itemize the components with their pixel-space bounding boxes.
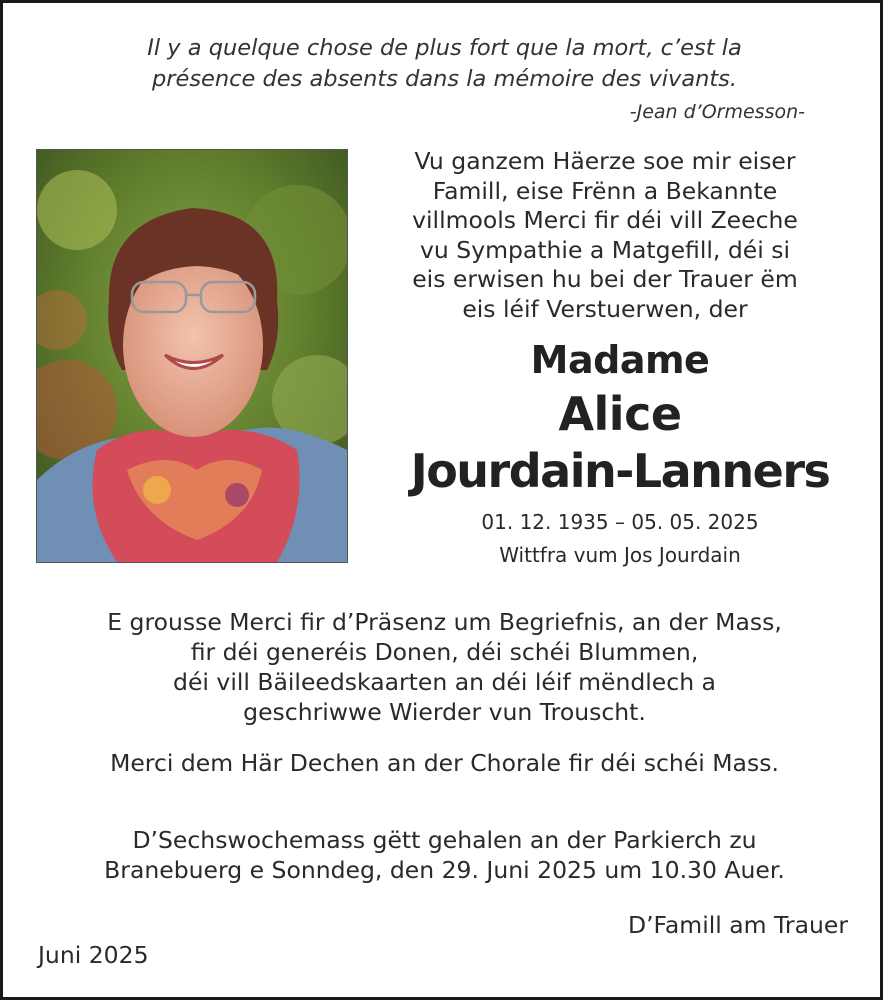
paragraph-line: E grousse Merci fir d’Präsenz um Begriefnis, an der Mass, xyxy=(107,608,782,636)
quote-author: -Jean d’Ormesson- xyxy=(629,101,805,123)
deceased-first-name: Alice xyxy=(558,387,682,441)
thanks-line: eis léif Verstuerwen, der xyxy=(462,294,748,323)
thanks-line: villmools Merci fir déi vill Zeeche xyxy=(412,206,798,234)
paragraph-line: déi vill Bäileedskaarten an déi léif mëndlech a xyxy=(173,668,716,696)
deceased-last-name: Jourdain-Lanners xyxy=(410,444,830,498)
thanks-line: Famill, eise Frënn a Bekannte xyxy=(432,176,778,205)
portrait-image xyxy=(37,150,347,562)
quote-line: présence des absents dans la mémoire des vivants. xyxy=(151,66,738,92)
thanks-line: vu Sympathie a Matgefill, déi si xyxy=(420,235,790,264)
thanks-line: eis erwisen hu bei der Trauer ëm xyxy=(412,265,798,293)
deceased-title: Madame xyxy=(530,338,710,382)
mass-announcement-paragraph xyxy=(3,825,883,885)
paragraph-line: Merci dem Här Dechen an der Chorale fir déi schéi Mass. xyxy=(110,749,779,777)
gratitude-paragraph xyxy=(3,607,883,727)
life-dates: 01. 12. 1935 – 05. 05. 2025 xyxy=(481,510,759,534)
deceased-details xyxy=(375,506,865,572)
family-signature: D’Famill am Trauer xyxy=(627,911,848,939)
portrait-photo xyxy=(36,149,348,563)
thanks-line: Vu ganzem Häerze soe mir eiser xyxy=(414,147,796,175)
paragraph-line: geschriwwe Wierder vun Trouscht. xyxy=(243,698,646,726)
relation: Wittfra vum Jos Jourdain xyxy=(499,543,741,567)
clergy-thanks-paragraph xyxy=(3,748,883,778)
paragraph-line: D’Sechswochemass gëtt gehalen an der Parkierch zu xyxy=(132,826,757,854)
quote-line: Il y a quelque chose de plus fort que la mort, c’est la xyxy=(147,35,742,61)
paragraph-line: fir déi generéis Donen, déi schéi Blummen, xyxy=(190,638,699,666)
quote xyxy=(3,33,883,95)
deceased-name xyxy=(375,335,865,499)
paragraph-line: Branebuerg e Sonndeg, den 29. Juni 2025 um 10.30 Auer. xyxy=(104,856,785,884)
thanks-text xyxy=(375,147,835,324)
publication-date: Juni 2025 xyxy=(38,941,149,969)
